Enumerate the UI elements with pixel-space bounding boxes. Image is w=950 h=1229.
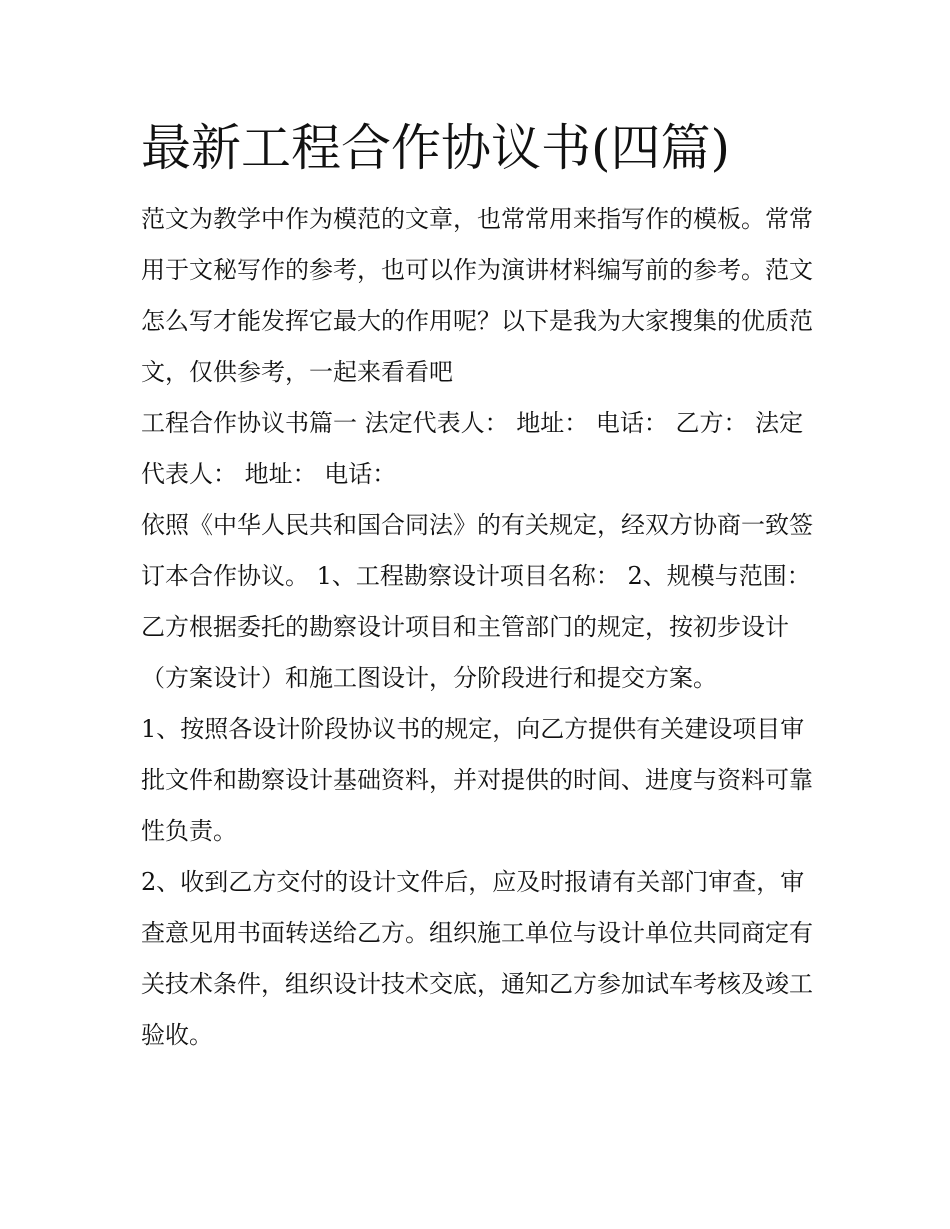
paragraph-scope: 乙方根据委托的勘察设计项目和主管部门的规定，按初步设计（方案设计）和施工图设计，分阶段进行和提交方案。 — [141, 613, 789, 692]
paragraph-clause-2: 2、收到乙方交付的设计文件后，应及时报请有关部门审查，审查意见用书面转送给乙方。组织施工单位与设计单位共同商定有关技术条件，组织设计技术交底，通知乙方参加试车考核及竣工验收。 — [141, 868, 813, 1049]
paragraph-intro: 范文为教学中作为模范的文章，也常常用来指写作的模板。常常用于文秘写作的参考，也可以作为演讲材料编写前的参考。范文怎么写才能发挥它最大的作用呢？以下是我为大家搜集的优质范文，仅供参考，一起来看看吧 — [141, 205, 813, 386]
document-title: 最新工程合作协议书(四篇) — [141, 119, 731, 177]
paragraph-clause-1: 1、按照各设计阶段协议书的规定，向乙方提供有关建设项目审批文件和勘察设计基础资料，并对提供的时间、进度与资料可靠性负责。 — [141, 715, 813, 845]
document-body — [141, 112, 813, 1061]
paragraph-basis: 依照《中华人民共和国合同法》的有关规定，经双方协商一致签订本合作协议。 1、工程勘察设计项目名称： 2、规模与范围： — [141, 511, 813, 590]
paragraph-parties: 工程合作协议书篇一 法定代表人： 地址： 电话： 乙方： 法定代表人： 地址： 电话： — [141, 409, 804, 488]
